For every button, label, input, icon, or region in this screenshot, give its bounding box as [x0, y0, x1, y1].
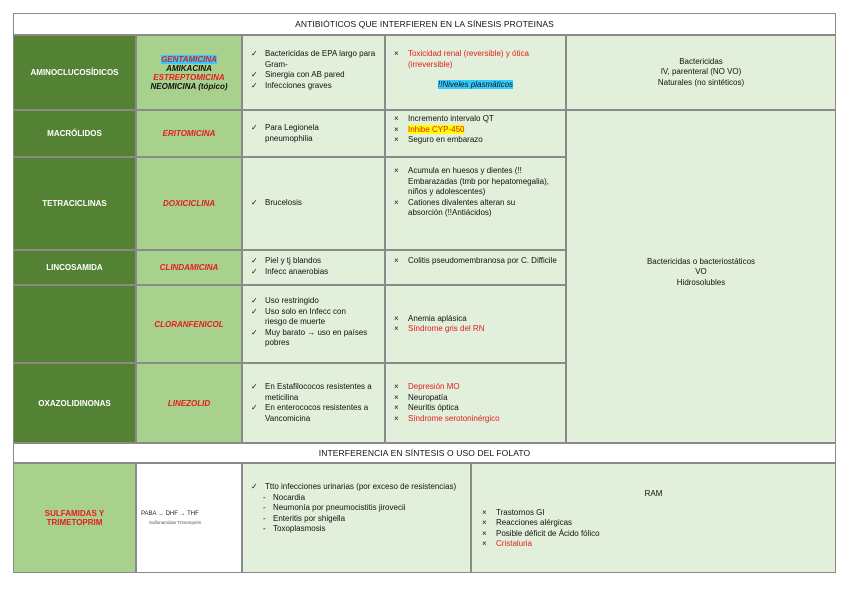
cross-icon: × — [394, 413, 399, 423]
cross-icon: × — [482, 507, 487, 517]
sub-item: - Neumonía por pneumocistitis jirovecii — [263, 503, 406, 512]
adverse-item: × Síndrome gris del RN — [394, 324, 485, 333]
section2-title: INTERFERENCIA EN SÍNTESIS O USO DEL FOLATO — [13, 443, 836, 463]
cross-icon: × — [482, 518, 487, 527]
drug-name: NEOMICINA (tópico) — [150, 81, 228, 91]
cross-icon: × — [394, 382, 399, 391]
summary-top — [566, 35, 836, 110]
adverse-item: × Depresión MO — [394, 382, 460, 391]
adverse-cell-tetraciclinas — [385, 157, 566, 250]
use-item: ✓ Piel y tj blandos — [251, 256, 322, 265]
drug-name: DOXICICLINA — [163, 199, 215, 208]
check-icon: ✓ — [251, 382, 258, 391]
drug-cell-tetraciclinas — [136, 157, 242, 250]
use-item: ✓ Para Legionela pneumophilia — [251, 123, 319, 143]
summary-line: Bactericidas — [679, 56, 723, 66]
folate-diagram — [136, 463, 242, 573]
category-tetraciclinas: TETRACICLINAS — [13, 157, 136, 250]
adverse-item: × Cationes divalentes alteran su absorción (!!Antiácidos) — [394, 197, 516, 217]
use-item: ✓ En enterococos resistentes a Vancomicina — [251, 403, 369, 423]
drug-name: AMIKACINA — [166, 63, 212, 73]
cross-icon: × — [394, 166, 399, 175]
summary-line: Naturales (no sintéticos) — [657, 77, 745, 87]
drug-cell-oxazolidinonas — [136, 363, 242, 443]
adverse-item: × Neuritis óptica — [394, 403, 459, 412]
cross-icon: × — [394, 135, 399, 144]
adverse-item: × Anemia aplásica — [394, 313, 467, 323]
uses-cell-aminoglucosidos — [242, 35, 385, 110]
cross-icon: × — [394, 256, 399, 265]
adverse-item: × Acumula en huesos y dientes (!! Embarazadas (tmb por hepatomegalia), niños y adolescentes) — [394, 166, 549, 196]
summary-line: VO — [695, 267, 707, 277]
category-cloranfenicol — [13, 285, 136, 363]
use-item: ✓ Ttto infecciones urinarias (por exceso de resistencias) — [251, 482, 457, 491]
sub-item: - Nocardia — [263, 492, 306, 502]
check-icon: ✓ — [251, 80, 258, 90]
category-oxazolidinonas: OXAZOLIDINONAS — [13, 363, 136, 443]
check-icon: ✓ — [251, 123, 258, 132]
summary-line: IV, parenteral (NO VO) — [660, 67, 742, 77]
check-icon: ✓ — [251, 306, 258, 316]
check-icon: ✓ — [251, 266, 258, 276]
drug-cell-aminoglucosidos — [136, 35, 242, 110]
cross-icon: × — [482, 539, 487, 548]
summary-line: Hidrosolubles — [676, 277, 726, 287]
adverse-item: × Inhibe CYP-450 — [394, 124, 465, 134]
summary-bottom — [566, 110, 836, 443]
ram-item: × Trastornos GI — [482, 507, 545, 517]
ram-item: × Cristaluria — [482, 539, 533, 548]
use-item: ✓ En Estafilococos resistentes a meticilina — [251, 382, 372, 402]
adverse-cell-oxazolidinonas — [385, 363, 566, 443]
use-item: ✓ Sinergia con AB pared — [251, 70, 345, 79]
category-macrolidos: MACRÓLIDOS — [13, 110, 136, 157]
cross-icon: × — [394, 197, 399, 207]
use-item: ✓ Brucelosis — [251, 198, 302, 208]
drug-name: CLORANFENICOL — [154, 319, 224, 329]
adverse-cell-macrolidos — [385, 110, 566, 157]
adverse-item: × Síndrome serotoninérgico — [394, 413, 500, 423]
adverse-item: × Neuropatía — [394, 392, 448, 402]
cross-icon: × — [394, 392, 399, 402]
adverse-cell-lincosamida — [385, 250, 566, 285]
uses-cell-cloranfenicol — [242, 285, 385, 363]
drug-cell-lincosamida — [136, 250, 242, 285]
adverse-item: × Incremento intervalo QT — [394, 114, 494, 123]
check-icon: ✓ — [251, 482, 258, 491]
check-icon: ✓ — [251, 198, 258, 208]
uses-cell-lincosamida — [242, 250, 385, 285]
drug-name: LINEZOLID — [167, 398, 211, 408]
drug-name: ESTREPTOMICINA — [153, 72, 225, 82]
check-icon: ✓ — [251, 49, 258, 58]
adverse-item: × Seguro en embarazo — [394, 135, 483, 144]
adverse-note: !!Niveles plasmáticos — [437, 80, 514, 89]
cross-icon: × — [394, 313, 399, 323]
drug-name: ERITOMICINA — [162, 129, 216, 138]
use-item: ✓ Infecc anaerobias — [251, 266, 329, 276]
cross-icon: × — [482, 528, 487, 538]
cross-icon: × — [394, 403, 399, 412]
uses-cell-oxazolidinonas — [242, 363, 385, 443]
cross-icon: × — [394, 324, 399, 333]
check-icon: ✓ — [251, 296, 258, 305]
adverse-cell-cloranfenicol — [385, 285, 566, 363]
ram-item: × Posible déficit de Ácido fólico — [482, 528, 600, 538]
use-item: ✓ Uso restringido — [251, 296, 319, 305]
category-aminoglucosidos: AMINOCLUCOSÍDICOS — [13, 35, 136, 110]
use-item: ✓ Muy barato → uso en países pobres — [251, 327, 368, 347]
adverse-item: × Toxicidad renal (reversible) y ótica (irreversible) — [394, 49, 529, 69]
diagram-inhibitors: Sulfonamidas Trimetoprim — [149, 520, 202, 525]
cross-icon: × — [394, 124, 399, 134]
cross-icon: × — [394, 114, 399, 123]
drug-name: CLINDAMICINA — [159, 263, 219, 272]
ram-title: RAM — [644, 489, 663, 498]
use-item: ✓ Bactericidas de EPA largo para Gram- — [251, 49, 376, 69]
sub-item: - Toxoplasmosis — [263, 524, 326, 533]
use-item: ✓ Uso solo en Infecc con riesgo de muerte — [251, 306, 346, 326]
drug-name: GENTAMICINA — [161, 54, 217, 64]
use-item: ✓ Infecciones graves — [251, 80, 332, 90]
adverse-cell-aminoglucosidos — [385, 35, 566, 110]
uses-cell-tetraciclinas — [242, 157, 385, 250]
drug-cell-macrolidos — [136, 110, 242, 157]
drug-cell-cloranfenicol — [136, 285, 242, 363]
adverse-item: × Colitis pseudomembranosa por C. Difficile — [394, 256, 557, 265]
section1-title: ANTIBIÓTICOS QUE INTERFIEREN EN LA SÍNESIS PROTEINAS — [13, 13, 836, 35]
ram-cell — [471, 463, 836, 573]
ram-item: × Reacciones alérgicas — [482, 518, 573, 527]
check-icon: ✓ — [251, 327, 258, 337]
check-icon: ✓ — [251, 256, 258, 265]
sub-item: - Enteritis por shigella — [263, 513, 346, 523]
uses-cell-sulfamidas — [242, 463, 471, 573]
uses-cell-macrolidos — [242, 110, 385, 157]
check-icon: ✓ — [251, 403, 258, 412]
summary-line: Bactericidas o bacteriostáticos — [646, 256, 756, 266]
diagram-pathway: PABA → DHF → THF — [141, 511, 199, 517]
check-icon: ✓ — [251, 70, 258, 79]
cross-icon: × — [394, 49, 399, 58]
category-sulfamidas: SULFAMIDAS Y TRIMETOPRIM — [13, 463, 136, 573]
category-lincosamida: LINCOSAMIDA — [13, 250, 136, 285]
